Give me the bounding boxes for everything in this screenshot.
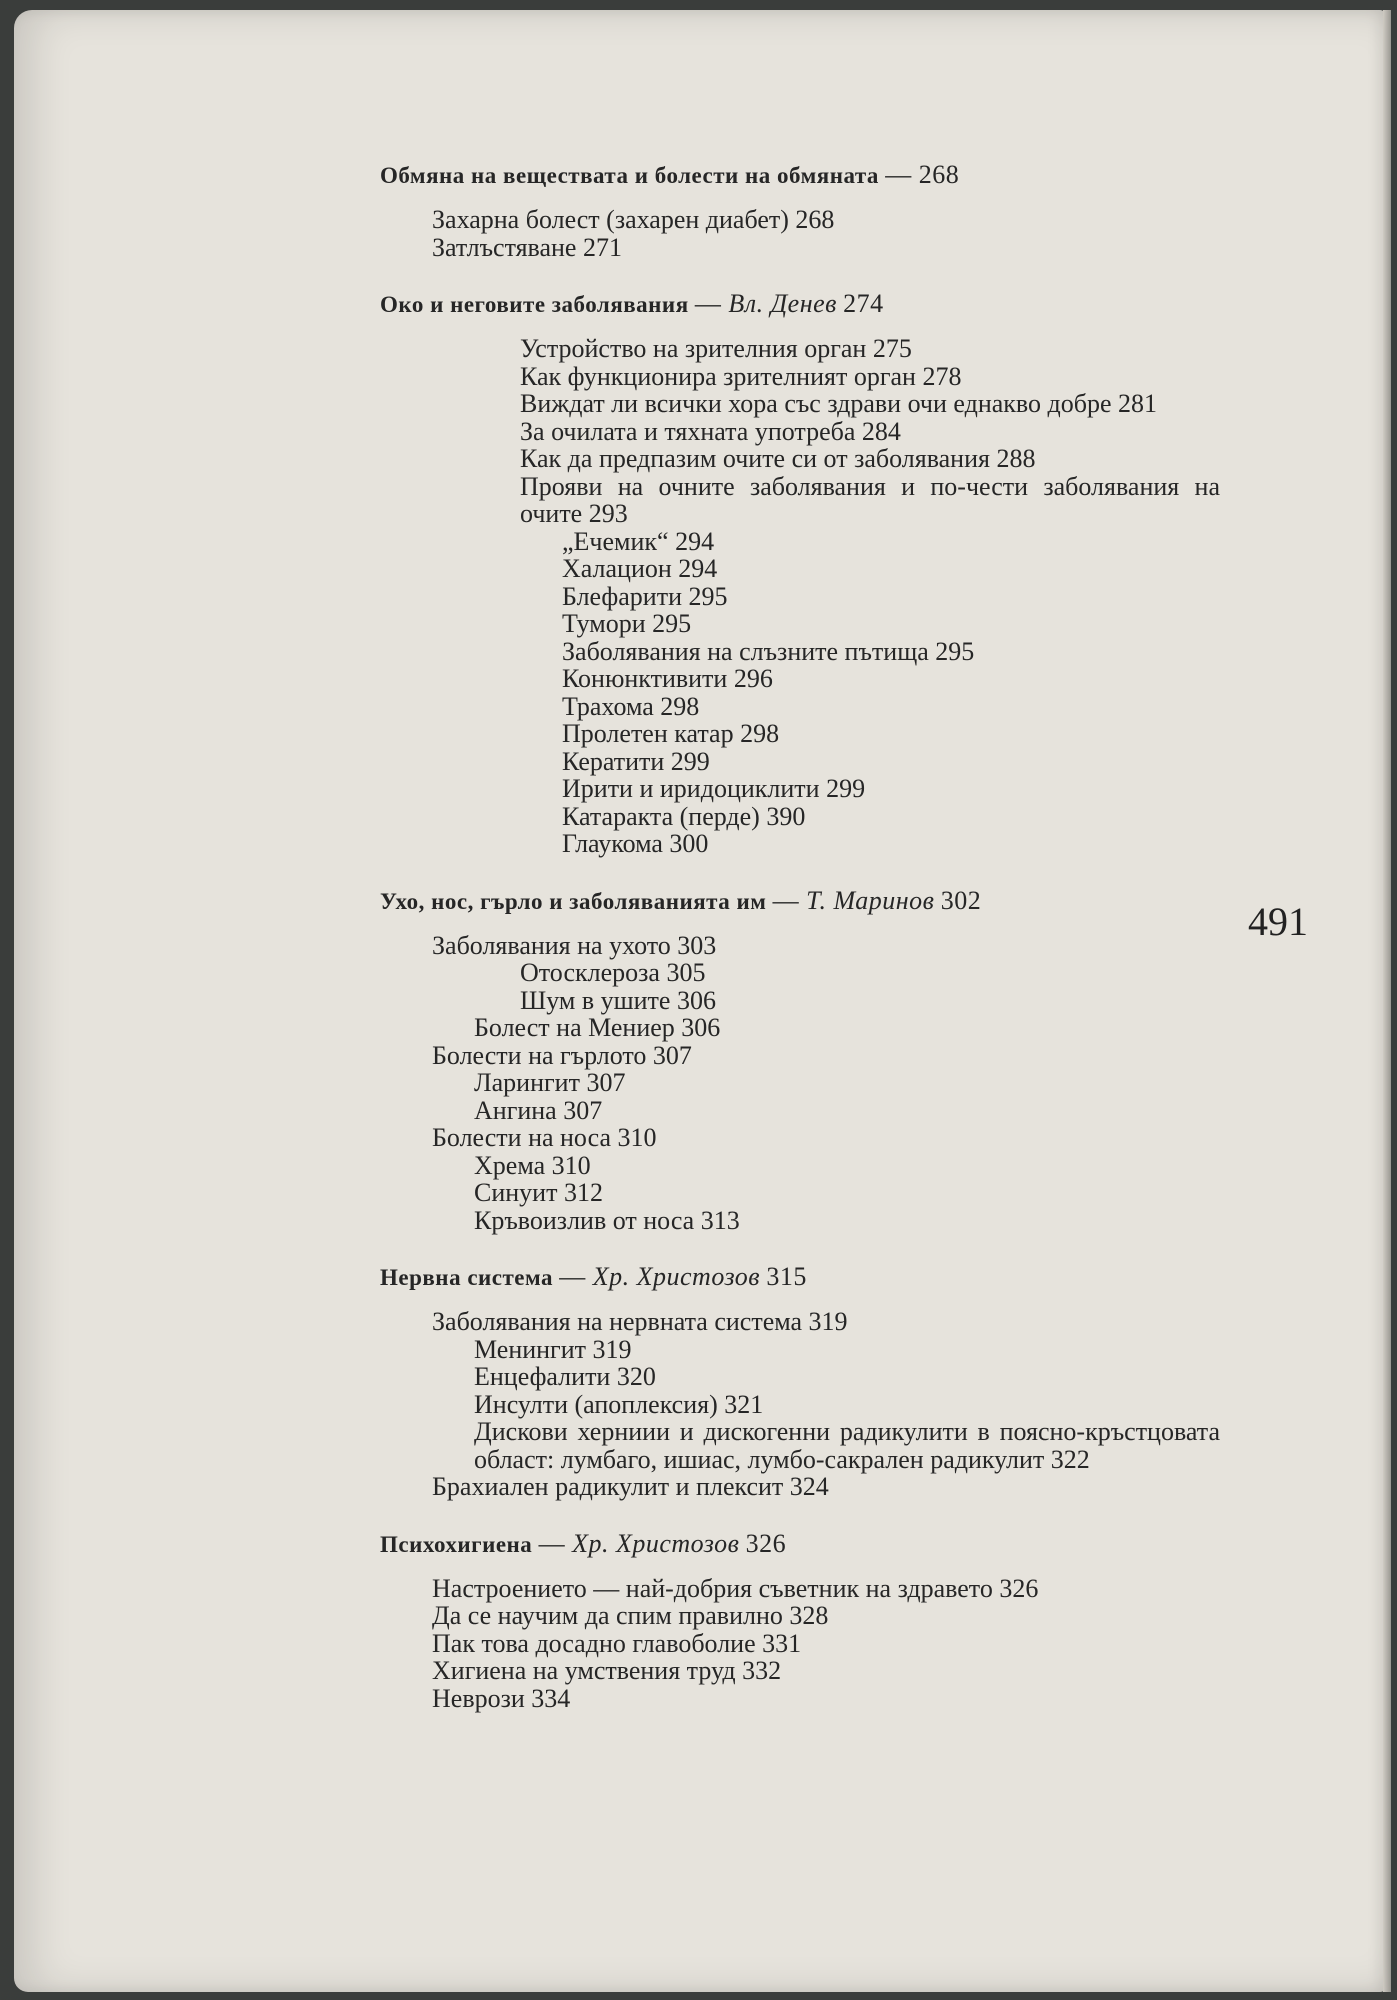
- toc-entry: Кръвоизлив от носа 313: [474, 1205, 740, 1235]
- toc-entry: Заболявания на слъзните пътища 295: [562, 636, 975, 666]
- toc-entry: Как да предпазим очите си от заболявания 288: [520, 444, 1036, 473]
- entry-list: [380, 335, 1220, 858]
- section-title: Ухо, нос, гърло и заболяванията им: [380, 888, 767, 914]
- toc-entry: Затлъстяване 271: [432, 232, 622, 262]
- section-page: 268: [918, 160, 960, 189]
- toc-entry: Ларингит 307: [474, 1068, 626, 1097]
- section-page: 302: [940, 885, 982, 915]
- toc-entry: Хрема 310: [474, 1150, 591, 1180]
- entry-list: [380, 206, 1220, 261]
- section-title: Психохигиена: [380, 1531, 533, 1557]
- section-title: Нервна система: [380, 1265, 553, 1290]
- toc-entry: Хигиена на умствения труд 332: [432, 1656, 782, 1685]
- toc-entry: За очилата и тяхната употреба 284: [520, 416, 901, 446]
- toc-entry: Блефарити 295: [562, 581, 728, 611]
- toc-entry: Енцефалити 320: [474, 1362, 656, 1391]
- toc-entry: Болести на гърлото 307: [432, 1040, 692, 1070]
- toc-section: [380, 160, 1220, 261]
- table-of-contents: [380, 160, 1220, 1740]
- toc-entry: Болести на носа 310: [432, 1123, 657, 1152]
- toc-entry: Виждат ли всички хора със здрави очи еднакво добре 281: [520, 389, 1158, 418]
- section-title: Обмяна на веществата и болести на обмяната: [380, 163, 879, 188]
- toc-entry: Болест на Мениер 306: [474, 1013, 721, 1042]
- section-heading: Обмяна на веществата и болести на обмяната — 268: [380, 160, 960, 189]
- toc-section: [380, 886, 1220, 1235]
- toc-entry: Ангина 307: [474, 1095, 603, 1125]
- toc-entry: Прояви на очните заболявания и по-чести заболявания на очите 293: [520, 471, 1220, 528]
- toc-entry: Тумори 295: [562, 609, 692, 638]
- toc-entry: Дискови херниии и дискогенни радикулити в поясно-кръстцовата област: лумбаго, ишиас, лумбо-сакрален радикулит 322: [474, 1417, 1220, 1474]
- section-page: 326: [745, 1528, 787, 1558]
- toc-entry: Устройство на зрителния орган 275: [520, 334, 912, 363]
- toc-entry: Катаракта (перде) 390: [562, 801, 806, 831]
- section-author: Вл. Денев: [728, 289, 837, 318]
- toc-entry: Ирити и иридоциклити 299: [562, 774, 866, 803]
- toc-section: [380, 289, 1220, 858]
- toc-entry: Неврози 334: [432, 1683, 571, 1713]
- toc-entry: Настроението — най-добрия съветник на здравето 326: [432, 1573, 1039, 1603]
- section-heading: Ухо, нос, гърло и заболяванията им — Т. Маринов 302: [380, 885, 982, 915]
- toc-entry: Конюнктивити 296: [562, 664, 773, 693]
- section-page: 274: [843, 289, 884, 318]
- toc-entry: Халацион 294: [562, 554, 718, 583]
- entry-list: [380, 1308, 1220, 1501]
- section-heading: Психохигиена — Хр. Христозов 326: [380, 1528, 787, 1558]
- toc-section: [380, 1529, 1220, 1713]
- toc-entry: Пролетен катар 298: [562, 719, 780, 748]
- entry-list: [380, 932, 1220, 1235]
- toc-entry: Как функционира зрителният орган 278: [520, 361, 962, 391]
- section-heading: Око и неговите заболявания — Вл. Денев 274: [380, 289, 884, 318]
- section-author: Хр. Христозов: [572, 1528, 740, 1558]
- section-page: 315: [766, 1262, 807, 1291]
- toc-entry: Кератити 299: [562, 746, 710, 776]
- toc-entry: Трахома 298: [562, 691, 700, 721]
- toc-entry: Инсулти (апоплексия) 321: [474, 1389, 764, 1419]
- toc-entry: Заболявания на ухото 303: [432, 930, 717, 960]
- toc-entry: Пак това досадно главоболие 331: [432, 1628, 802, 1658]
- toc-entry: Брахиален радикулит и плексит 324: [432, 1472, 829, 1501]
- toc-entry: Синуит 312: [474, 1178, 603, 1207]
- toc-entry: „Ечемик“ 294: [562, 526, 715, 556]
- toc-entry: Да се научим да спим правилно 328: [432, 1601, 829, 1630]
- section-author: Т. Маринов: [806, 885, 935, 915]
- toc-entry: Отосклероза 305: [520, 958, 706, 987]
- toc-entry: Менингит 319: [474, 1334, 632, 1364]
- section-title: Око и неговите заболявания: [380, 292, 689, 317]
- toc-entry: Заболявания на нервната система 319: [432, 1307, 848, 1336]
- section-heading: Нервна система — Хр. Христозов 315: [380, 1262, 807, 1291]
- page-edge: [1383, 10, 1391, 1992]
- toc-entry: Шум в ушите 306: [520, 985, 716, 1015]
- toc-entry: Захарна болест (захарен диабет) 268: [432, 205, 835, 234]
- section-author: Хр. Христозов: [592, 1262, 761, 1291]
- page-number: 491: [1248, 899, 1308, 944]
- toc-section: [380, 1262, 1220, 1501]
- entry-list: [380, 1575, 1220, 1713]
- toc-entry: Глаукома 300: [562, 829, 709, 858]
